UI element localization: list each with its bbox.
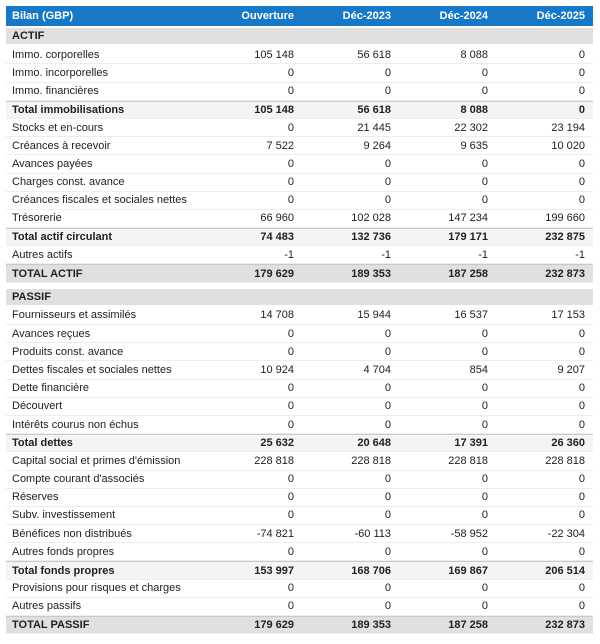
cell-value: 0 xyxy=(578,327,585,340)
cell-value: 0 xyxy=(578,600,585,613)
table-row xyxy=(6,616,593,634)
cell-value: 56 618 xyxy=(357,48,391,61)
cell-value: 0 xyxy=(287,85,294,98)
table-row xyxy=(6,119,593,137)
cell-value: 0 xyxy=(578,509,585,522)
cell-value: 0 xyxy=(287,66,294,79)
table-row xyxy=(6,507,593,525)
cell-value: 0 xyxy=(287,400,294,413)
row-label: Intérêts courus non échus xyxy=(12,418,139,431)
row-label: Dettes fiscales et sociales nettes xyxy=(12,363,172,376)
row-label: Réserves xyxy=(12,491,59,504)
row-label: Créances à recevoir xyxy=(12,139,111,152)
row-label: Dette financière xyxy=(12,382,90,395)
cell-value: 0 xyxy=(578,545,585,558)
cell-value: 0 xyxy=(578,48,585,61)
table-row xyxy=(6,471,593,489)
table-row xyxy=(6,264,593,282)
cell-value: 0 xyxy=(578,418,585,431)
cell-value: 21 445 xyxy=(357,121,391,134)
cell-value: 0 xyxy=(384,176,391,189)
cell-value: 153 997 xyxy=(254,564,294,577)
table-row xyxy=(6,307,593,325)
cell-value: 232 875 xyxy=(545,231,585,244)
cell-value: 0 xyxy=(578,176,585,189)
row-label: Fournisseurs et assimilés xyxy=(12,309,137,322)
row-label: Créances fiscales et sociales nettes xyxy=(12,194,187,207)
row-label: Autres actifs xyxy=(12,248,73,261)
cell-value: 0 xyxy=(287,176,294,189)
row-label: Autres fonds propres xyxy=(12,545,115,558)
cell-value: 23 194 xyxy=(551,121,585,134)
cell-value: 0 xyxy=(481,400,488,413)
cell-value: -1 xyxy=(284,248,294,261)
cell-value: 179 629 xyxy=(254,619,294,632)
table-row xyxy=(6,380,593,398)
cell-value: 0 xyxy=(481,382,488,395)
table-row xyxy=(6,525,593,543)
table-row xyxy=(6,192,593,210)
cell-value: 105 148 xyxy=(254,103,294,116)
cell-value: 0 xyxy=(287,600,294,613)
cell-value: 105 148 xyxy=(254,48,294,61)
cell-value: 0 xyxy=(384,157,391,170)
row-label: PASSIF xyxy=(12,290,51,303)
cell-value: 0 xyxy=(287,382,294,395)
cell-value: 0 xyxy=(384,345,391,358)
cell-value: 7 522 xyxy=(266,139,294,152)
cell-value: -1 xyxy=(478,248,488,261)
cell-value: 0 xyxy=(481,582,488,595)
cell-value: -60 113 xyxy=(354,527,391,540)
table-row xyxy=(6,228,593,246)
table-row xyxy=(6,246,593,264)
cell-value: 0 xyxy=(287,473,294,486)
row-label: ACTIF xyxy=(12,30,45,43)
cell-value: 0 xyxy=(578,400,585,413)
cell-value: 0 xyxy=(287,582,294,595)
table-row xyxy=(6,101,593,119)
cell-value: 187 258 xyxy=(448,267,488,280)
row-label: Bénéfices non distribués xyxy=(12,527,132,540)
cell-value: 56 618 xyxy=(357,103,391,116)
cell-value: 0 xyxy=(384,400,391,413)
cell-value: 17 391 xyxy=(454,437,488,450)
table-row xyxy=(6,398,593,416)
row-label: Autres passifs xyxy=(12,600,82,613)
cell-value: 0 xyxy=(384,600,391,613)
cell-value: -74 821 xyxy=(256,527,294,540)
cell-value: 25 632 xyxy=(260,437,294,450)
table-row xyxy=(6,434,593,452)
cell-value: 8 088 xyxy=(460,48,488,61)
cell-value: 228 818 xyxy=(448,454,488,467)
cell-value: 232 873 xyxy=(545,619,585,632)
table-row xyxy=(6,174,593,192)
cell-value: 0 xyxy=(481,327,488,340)
column-header-dec-2023: Déc-2023 xyxy=(342,10,391,22)
cell-value: 0 xyxy=(481,194,488,207)
cell-value: 9 635 xyxy=(460,139,488,152)
table-row xyxy=(6,452,593,470)
cell-value: 228 818 xyxy=(254,454,294,467)
table-row xyxy=(6,598,593,616)
table-row xyxy=(6,83,593,101)
row-label: TOTAL ACTIF xyxy=(12,267,83,280)
cell-value: 10 924 xyxy=(260,363,294,376)
cell-value: 132 736 xyxy=(351,231,391,244)
column-header-ouverture: Ouverture xyxy=(241,10,294,22)
table-row xyxy=(6,416,593,434)
cell-value: 232 873 xyxy=(545,267,585,280)
cell-value: 0 xyxy=(578,103,585,116)
cell-value: 74 483 xyxy=(260,231,294,244)
cell-value: 0 xyxy=(287,121,294,134)
cell-value: 16 537 xyxy=(454,309,488,322)
cell-value: 0 xyxy=(481,545,488,558)
cell-value: 179 171 xyxy=(448,231,488,244)
cell-value: 0 xyxy=(384,327,391,340)
table-row xyxy=(6,561,593,579)
cell-value: 9 207 xyxy=(557,363,585,376)
table-row xyxy=(6,543,593,561)
cell-value: 20 648 xyxy=(357,437,391,450)
cell-value: 26 360 xyxy=(551,437,585,450)
cell-value: 0 xyxy=(384,382,391,395)
table-row xyxy=(6,210,593,228)
cell-value: -22 304 xyxy=(547,527,585,540)
cell-value: 0 xyxy=(384,509,391,522)
row-label: Provisions pour risques et charges xyxy=(12,582,181,595)
table-row xyxy=(6,325,593,343)
row-label: Subv. investissement xyxy=(12,509,116,522)
table-body xyxy=(6,28,593,634)
cell-value: -1 xyxy=(575,248,585,261)
table-row xyxy=(6,361,593,379)
cell-value: 0 xyxy=(481,157,488,170)
cell-value: 0 xyxy=(287,327,294,340)
cell-value: 0 xyxy=(384,545,391,558)
balance-sheet-table xyxy=(6,6,593,634)
row-label: TOTAL PASSIF xyxy=(12,619,90,632)
cell-value: 0 xyxy=(287,545,294,558)
cell-value: 0 xyxy=(384,66,391,79)
table-header-row xyxy=(6,6,593,28)
cell-value: 169 867 xyxy=(448,564,488,577)
table-row xyxy=(6,580,593,598)
section-row xyxy=(6,28,593,46)
section-row xyxy=(6,289,593,307)
cell-value: 4 704 xyxy=(363,363,391,376)
cell-value: 0 xyxy=(578,194,585,207)
cell-value: 0 xyxy=(481,85,488,98)
cell-value: 0 xyxy=(578,66,585,79)
cell-value: 147 234 xyxy=(448,212,488,225)
cell-value: 0 xyxy=(384,418,391,431)
row-label: Total actif circulant xyxy=(12,231,113,244)
cell-value: 0 xyxy=(287,418,294,431)
cell-value: -1 xyxy=(381,248,391,261)
cell-value: 0 xyxy=(481,345,488,358)
cell-value: 0 xyxy=(287,194,294,207)
table-row xyxy=(6,155,593,173)
row-label: Immo. incorporelles xyxy=(12,66,108,79)
row-label: Découvert xyxy=(12,400,63,413)
cell-value: 0 xyxy=(287,345,294,358)
cell-value: 0 xyxy=(287,157,294,170)
row-label: Total fonds propres xyxy=(12,564,115,577)
cell-value: 189 353 xyxy=(351,619,391,632)
table-row xyxy=(6,46,593,64)
cell-value: 15 944 xyxy=(357,309,391,322)
cell-value: 187 258 xyxy=(448,619,488,632)
cell-value: 0 xyxy=(384,473,391,486)
cell-value: 0 xyxy=(384,194,391,207)
cell-value: 102 028 xyxy=(351,212,391,225)
cell-value: 9 264 xyxy=(363,139,391,152)
cell-value: 0 xyxy=(384,582,391,595)
cell-value: 0 xyxy=(481,600,488,613)
cell-value: 0 xyxy=(481,491,488,504)
cell-value: 8 088 xyxy=(460,103,488,116)
cell-value: 0 xyxy=(481,473,488,486)
cell-value: 0 xyxy=(578,473,585,486)
cell-value: 228 818 xyxy=(351,454,391,467)
cell-value: 0 xyxy=(481,509,488,522)
table-row xyxy=(6,137,593,155)
table-row xyxy=(6,64,593,82)
cell-value: 0 xyxy=(578,85,585,98)
row-label: Total dettes xyxy=(12,437,73,450)
cell-value: 0 xyxy=(481,418,488,431)
cell-value: 0 xyxy=(578,345,585,358)
cell-value: 0 xyxy=(578,491,585,504)
cell-value: 0 xyxy=(578,157,585,170)
cell-value: 0 xyxy=(481,66,488,79)
table-row xyxy=(6,489,593,507)
cell-value: 22 302 xyxy=(454,121,488,134)
row-label: Charges const. avance xyxy=(12,176,125,189)
cell-value: 228 818 xyxy=(545,454,585,467)
column-header-dec-2024: Déc-2024 xyxy=(439,10,488,22)
row-label: Immo. financières xyxy=(12,85,99,98)
cell-value: 199 660 xyxy=(545,212,585,225)
cell-value: 0 xyxy=(481,176,488,189)
cell-value: 0 xyxy=(384,85,391,98)
cell-value: 179 629 xyxy=(254,267,294,280)
cell-value: 0 xyxy=(578,582,585,595)
row-label: Immo. corporelles xyxy=(12,48,100,61)
row-label: Avances reçues xyxy=(12,327,91,340)
cell-value: 0 xyxy=(384,491,391,504)
cell-value: 14 708 xyxy=(260,309,294,322)
cell-value: 0 xyxy=(578,382,585,395)
column-header-dec-2025: Déc-2025 xyxy=(536,10,585,22)
row-label: Stocks et en-cours xyxy=(12,121,104,134)
row-label: Produits const. avance xyxy=(12,345,124,358)
row-label: Avances payées xyxy=(12,157,93,170)
cell-value: 168 706 xyxy=(351,564,391,577)
table-title: Bilan (GBP) xyxy=(12,10,74,22)
table-row xyxy=(6,343,593,361)
cell-value: 189 353 xyxy=(351,267,391,280)
row-label: Total immobilisations xyxy=(12,103,125,116)
row-label: Compte courant d'associés xyxy=(12,473,145,486)
row-label: Capital social et primes d'émission xyxy=(12,454,181,467)
cell-value: -58 952 xyxy=(450,527,488,540)
row-label: Trésorerie xyxy=(12,212,62,225)
cell-value: 0 xyxy=(287,509,294,522)
cell-value: 206 514 xyxy=(545,564,585,577)
cell-value: 0 xyxy=(287,491,294,504)
cell-value: 854 xyxy=(469,363,488,376)
cell-value: 17 153 xyxy=(551,309,585,322)
cell-value: 66 960 xyxy=(260,212,294,225)
cell-value: 10 020 xyxy=(551,139,585,152)
